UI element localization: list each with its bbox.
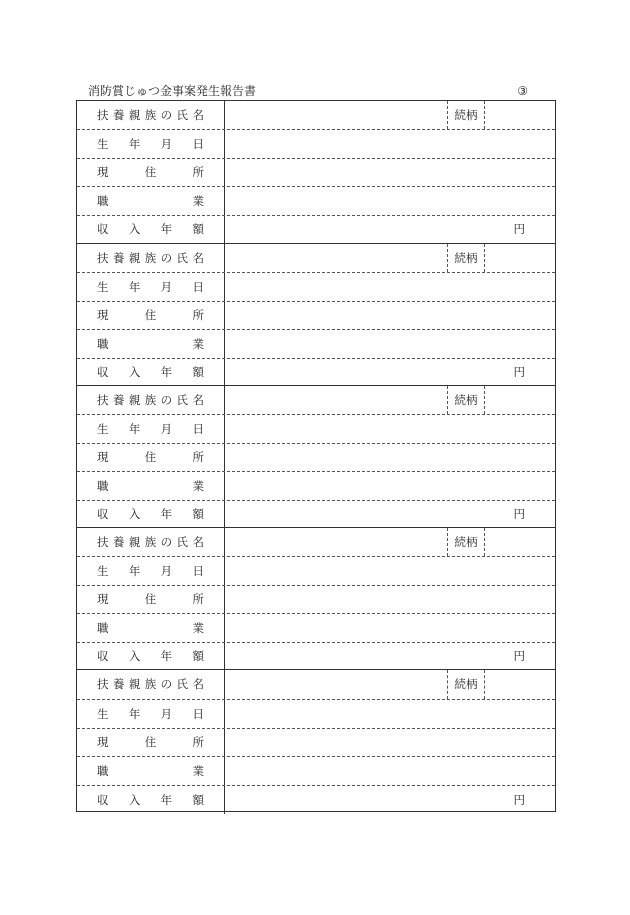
occupation-field[interactable] — [225, 472, 555, 499]
birth-date-field[interactable] — [225, 700, 555, 728]
label-char: 収 — [97, 793, 109, 808]
label-char: 族 — [144, 251, 157, 266]
label-char: 入 — [128, 507, 141, 522]
dependent-name-field[interactable] — [225, 528, 555, 556]
label-char: 親 — [128, 535, 141, 550]
annual-income-field[interactable] — [225, 359, 555, 386]
label-char: 現 — [97, 592, 109, 607]
label-char: 職 — [97, 764, 109, 779]
label-char: 月 — [160, 280, 173, 295]
birth-date-label — [77, 273, 225, 300]
annual-income-row — [77, 500, 555, 528]
label-char: 入 — [128, 793, 141, 808]
label-char: 現 — [97, 735, 109, 750]
label-char: 養 — [112, 393, 125, 408]
label-char: 親 — [128, 251, 141, 266]
relationship-label: 続柄 — [447, 670, 485, 699]
annual-income-label — [77, 501, 225, 528]
occupation-row — [77, 329, 555, 357]
label-char: 名 — [192, 393, 204, 408]
label-char: 扶 — [97, 677, 109, 692]
label-char: 名 — [192, 251, 204, 266]
birth-date-label — [77, 700, 225, 728]
label-char: 額 — [192, 222, 204, 237]
label-char: 族 — [144, 677, 157, 692]
label-char: 名 — [192, 535, 204, 550]
label-char: 職 — [97, 478, 109, 493]
label-char: 業 — [192, 336, 204, 351]
dependent-block — [77, 385, 555, 527]
yen-unit: 円 — [513, 649, 525, 664]
dependent-block — [77, 527, 555, 669]
label-char: 所 — [192, 735, 204, 750]
label-char: 年 — [160, 365, 173, 380]
label-char: の — [160, 251, 173, 266]
label-char: 生 — [97, 280, 109, 295]
dependent-name-label — [77, 101, 225, 129]
label-char: 親 — [128, 677, 141, 692]
label-char: 額 — [192, 365, 204, 380]
birth-date-field[interactable] — [225, 273, 555, 300]
label-char: 所 — [192, 308, 204, 323]
label-char: 住 — [144, 450, 157, 465]
birth-date-row — [77, 129, 555, 157]
annual-income-row — [77, 642, 555, 670]
dependent-name-row — [77, 101, 555, 129]
label-char: 年 — [160, 649, 173, 664]
annual-income-field[interactable] — [225, 501, 555, 528]
occupation-row — [77, 756, 555, 785]
label-char: 氏 — [176, 251, 189, 266]
address-label — [77, 302, 225, 329]
label-char: 住 — [144, 735, 157, 750]
address-label — [77, 586, 225, 613]
label-char: 日 — [192, 564, 204, 579]
label-char: 生 — [97, 706, 109, 721]
annual-income-row — [77, 215, 555, 243]
label-char: 職 — [97, 620, 109, 635]
label-char: 住 — [144, 308, 157, 323]
label-char: 氏 — [176, 108, 189, 123]
label-char: 業 — [192, 193, 204, 208]
label-char: 日 — [192, 706, 204, 721]
label-char: 年 — [128, 137, 141, 152]
birth-date-field[interactable] — [225, 415, 555, 442]
annual-income-label — [77, 786, 225, 814]
label-char: 日 — [192, 422, 204, 437]
address-field[interactable] — [225, 729, 555, 757]
relationship-label: 続柄 — [447, 244, 485, 272]
label-char: 族 — [144, 108, 157, 123]
label-char: の — [160, 108, 173, 123]
label-char: 養 — [112, 108, 125, 123]
dependent-name-label — [77, 670, 225, 699]
occupation-field[interactable] — [225, 330, 555, 357]
label-char: 日 — [192, 280, 204, 295]
dependent-name-field[interactable] — [225, 244, 555, 272]
address-field[interactable] — [225, 159, 555, 186]
yen-unit: 円 — [513, 507, 525, 522]
label-char: 日 — [192, 137, 204, 152]
label-char: 名 — [192, 108, 204, 123]
yen-unit: 円 — [513, 222, 525, 237]
address-field[interactable] — [225, 444, 555, 471]
birth-date-row — [77, 414, 555, 442]
label-char: 現 — [97, 308, 109, 323]
dependent-block — [77, 669, 555, 813]
occupation-label — [77, 757, 225, 785]
label-char: 生 — [97, 422, 109, 437]
address-row — [77, 443, 555, 471]
birth-date-field[interactable] — [225, 557, 555, 584]
label-char: 現 — [97, 165, 109, 180]
occupation-label — [77, 472, 225, 499]
address-field[interactable] — [225, 302, 555, 329]
dependent-name-field[interactable] — [225, 670, 555, 699]
label-char: 年 — [128, 422, 141, 437]
birth-date-label — [77, 415, 225, 442]
label-char: 養 — [112, 535, 125, 550]
occupation-row — [77, 613, 555, 641]
dependent-name-field[interactable] — [225, 386, 555, 414]
label-char: 年 — [160, 507, 173, 522]
occupation-field[interactable] — [225, 187, 555, 214]
label-char: の — [160, 393, 173, 408]
label-char: 族 — [144, 393, 157, 408]
form-title: 消防賞じゅつ金事案発生報告書 — [88, 84, 257, 98]
label-char: 扶 — [97, 535, 109, 550]
label-char: 収 — [97, 222, 109, 237]
address-row — [77, 301, 555, 329]
label-char: 額 — [192, 793, 204, 808]
birth-date-row — [77, 556, 555, 584]
label-char: 月 — [160, 422, 173, 437]
label-char: 年 — [128, 564, 141, 579]
label-char: 氏 — [176, 677, 189, 692]
label-char: 月 — [160, 706, 173, 721]
dependent-name-row — [77, 670, 555, 699]
label-char: 業 — [192, 478, 204, 493]
label-char: 業 — [192, 764, 204, 779]
birth-date-field[interactable] — [225, 130, 555, 157]
address-label — [77, 444, 225, 471]
dependent-block — [77, 101, 555, 243]
relationship-label: 続柄 — [447, 528, 485, 556]
label-char: 養 — [112, 251, 125, 266]
label-char: 業 — [192, 620, 204, 635]
label-char: 住 — [144, 592, 157, 607]
label-char: 所 — [192, 165, 204, 180]
label-char: 生 — [97, 564, 109, 579]
label-char: 年 — [128, 280, 141, 295]
annual-income-field[interactable] — [225, 216, 555, 243]
label-char: 住 — [144, 165, 157, 180]
annual-income-label — [77, 216, 225, 243]
label-char: 親 — [128, 393, 141, 408]
occupation-row — [77, 186, 555, 214]
occupation-field[interactable] — [225, 757, 555, 785]
dependent-name-row — [77, 386, 555, 414]
annual-income-field[interactable] — [225, 643, 555, 670]
page-marker: ③ — [517, 84, 528, 98]
label-char: 扶 — [97, 108, 109, 123]
relationship-label: 続柄 — [447, 101, 485, 129]
form-header — [88, 83, 528, 99]
label-char: 親 — [128, 108, 141, 123]
label-char: 所 — [192, 450, 204, 465]
label-char: 族 — [144, 535, 157, 550]
annual-income-label — [77, 643, 225, 670]
birth-date-row — [77, 699, 555, 728]
dependent-name-label — [77, 528, 225, 556]
dependent-name-field[interactable] — [225, 101, 555, 129]
address-field[interactable] — [225, 586, 555, 613]
label-char: 入 — [128, 222, 141, 237]
annual-income-field[interactable] — [225, 786, 555, 814]
relationship-label: 続柄 — [447, 386, 485, 414]
label-char: 名 — [192, 677, 204, 692]
occupation-label — [77, 330, 225, 357]
label-char: 額 — [192, 507, 204, 522]
birth-date-row — [77, 272, 555, 300]
label-char: 入 — [128, 649, 141, 664]
dependent-name-row — [77, 244, 555, 272]
annual-income-label — [77, 359, 225, 386]
dependents-table — [76, 100, 556, 812]
occupation-label — [77, 187, 225, 214]
birth-date-label — [77, 130, 225, 157]
dependent-block — [77, 243, 555, 385]
dependent-name-label — [77, 386, 225, 414]
label-char: の — [160, 677, 173, 692]
annual-income-row — [77, 785, 555, 814]
label-char: 生 — [97, 137, 109, 152]
label-char: 所 — [192, 592, 204, 607]
label-char: 養 — [112, 677, 125, 692]
label-char: 入 — [128, 365, 141, 380]
label-char: 現 — [97, 450, 109, 465]
label-char: 職 — [97, 193, 109, 208]
occupation-label — [77, 614, 225, 641]
label-char: 氏 — [176, 393, 189, 408]
label-char: 年 — [160, 222, 173, 237]
label-char: 扶 — [97, 393, 109, 408]
label-char: 氏 — [176, 535, 189, 550]
label-char: 収 — [97, 507, 109, 522]
label-char: 月 — [160, 564, 173, 579]
label-char: 年 — [128, 706, 141, 721]
yen-unit: 円 — [513, 365, 525, 380]
label-char: 職 — [97, 336, 109, 351]
annual-income-row — [77, 358, 555, 386]
dependent-name-row — [77, 528, 555, 556]
birth-date-label — [77, 557, 225, 584]
label-char: の — [160, 535, 173, 550]
dependent-name-label — [77, 244, 225, 272]
label-char: 扶 — [97, 251, 109, 266]
label-char: 収 — [97, 649, 109, 664]
label-char: 年 — [160, 793, 173, 808]
address-label — [77, 159, 225, 186]
yen-unit: 円 — [513, 793, 525, 808]
occupation-field[interactable] — [225, 614, 555, 641]
address-row — [77, 585, 555, 613]
label-char: 月 — [160, 137, 173, 152]
address-row — [77, 728, 555, 757]
address-row — [77, 158, 555, 186]
label-char: 収 — [97, 365, 109, 380]
occupation-row — [77, 471, 555, 499]
address-label — [77, 729, 225, 757]
label-char: 額 — [192, 649, 204, 664]
